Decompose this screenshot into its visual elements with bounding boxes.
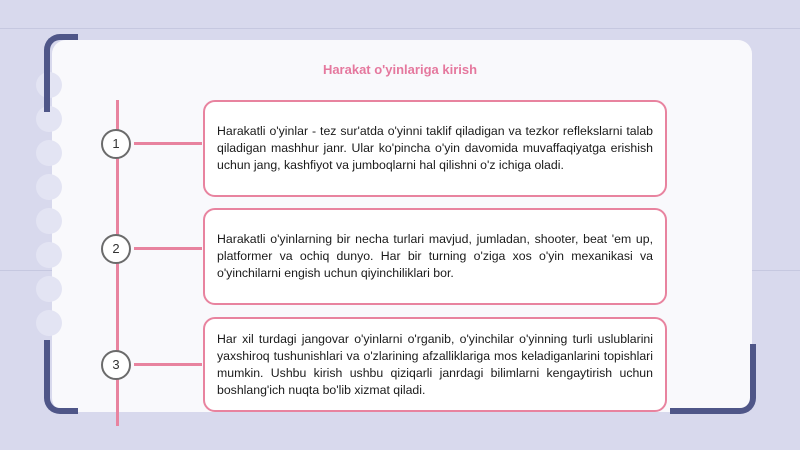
corner-bracket-bottom-right	[670, 344, 756, 414]
notebook-hole	[36, 140, 62, 166]
step-text-1: Harakatli o'yinlar - tez sur'atda o'yinni taklif qiladigan va tezkor reflekslarni talab qiladigan mashhur janr. Ular ko'pincha o'yin davomida muvaffaqiyatga erishish uchun jang, kashfiyot va jumboqlarni hal qilishni o'z ichiga oladi.	[217, 124, 653, 172]
notebook-hole	[36, 276, 62, 302]
step-text-box-3	[203, 317, 667, 412]
step-number-2: 2	[101, 234, 131, 264]
notebook-hole	[36, 310, 62, 336]
notebook-hole	[36, 208, 62, 234]
notebook-hole	[36, 242, 62, 268]
step-number-1: 1	[101, 129, 131, 159]
step-text-box-1	[203, 100, 667, 197]
background-line-top	[0, 28, 800, 29]
timeline-connector	[134, 142, 202, 145]
step-text-box-2	[203, 208, 667, 305]
timeline-connector	[134, 247, 202, 250]
step-number-3: 3	[101, 350, 131, 380]
timeline-connector	[134, 363, 202, 366]
corner-bracket-bottom-left	[44, 340, 78, 414]
notebook-hole	[36, 174, 62, 200]
step-text-3: Har xil turdagi jangovar o'yinlarni o'rganib, o'yinchilar o'yinning turli uslublarini yaxshiroq tushunishlari va o'zlarining afzalliklariga mos keladiganlarini topishlari mumkin. Ushbu kirish ushbu qiziqarli janrdagi bilimlarni kengaytirish uchun boshlang'ich nuqta bo'lib xizmat qiladi.	[217, 331, 653, 397]
step-text-2: Harakatli o'yinlarning bir necha turlari mavjud, jumladan, shooter, beat 'em up, platformer va ochiq dunyo. Har bir turning o'ziga xos o'yin mexanikasi va o'yinchilarni engish uchun qiyinchiliklari bor.	[217, 232, 653, 280]
notebook-holes	[36, 72, 70, 344]
slide-title: Harakat o'yinlariga kirish	[322, 62, 478, 77]
